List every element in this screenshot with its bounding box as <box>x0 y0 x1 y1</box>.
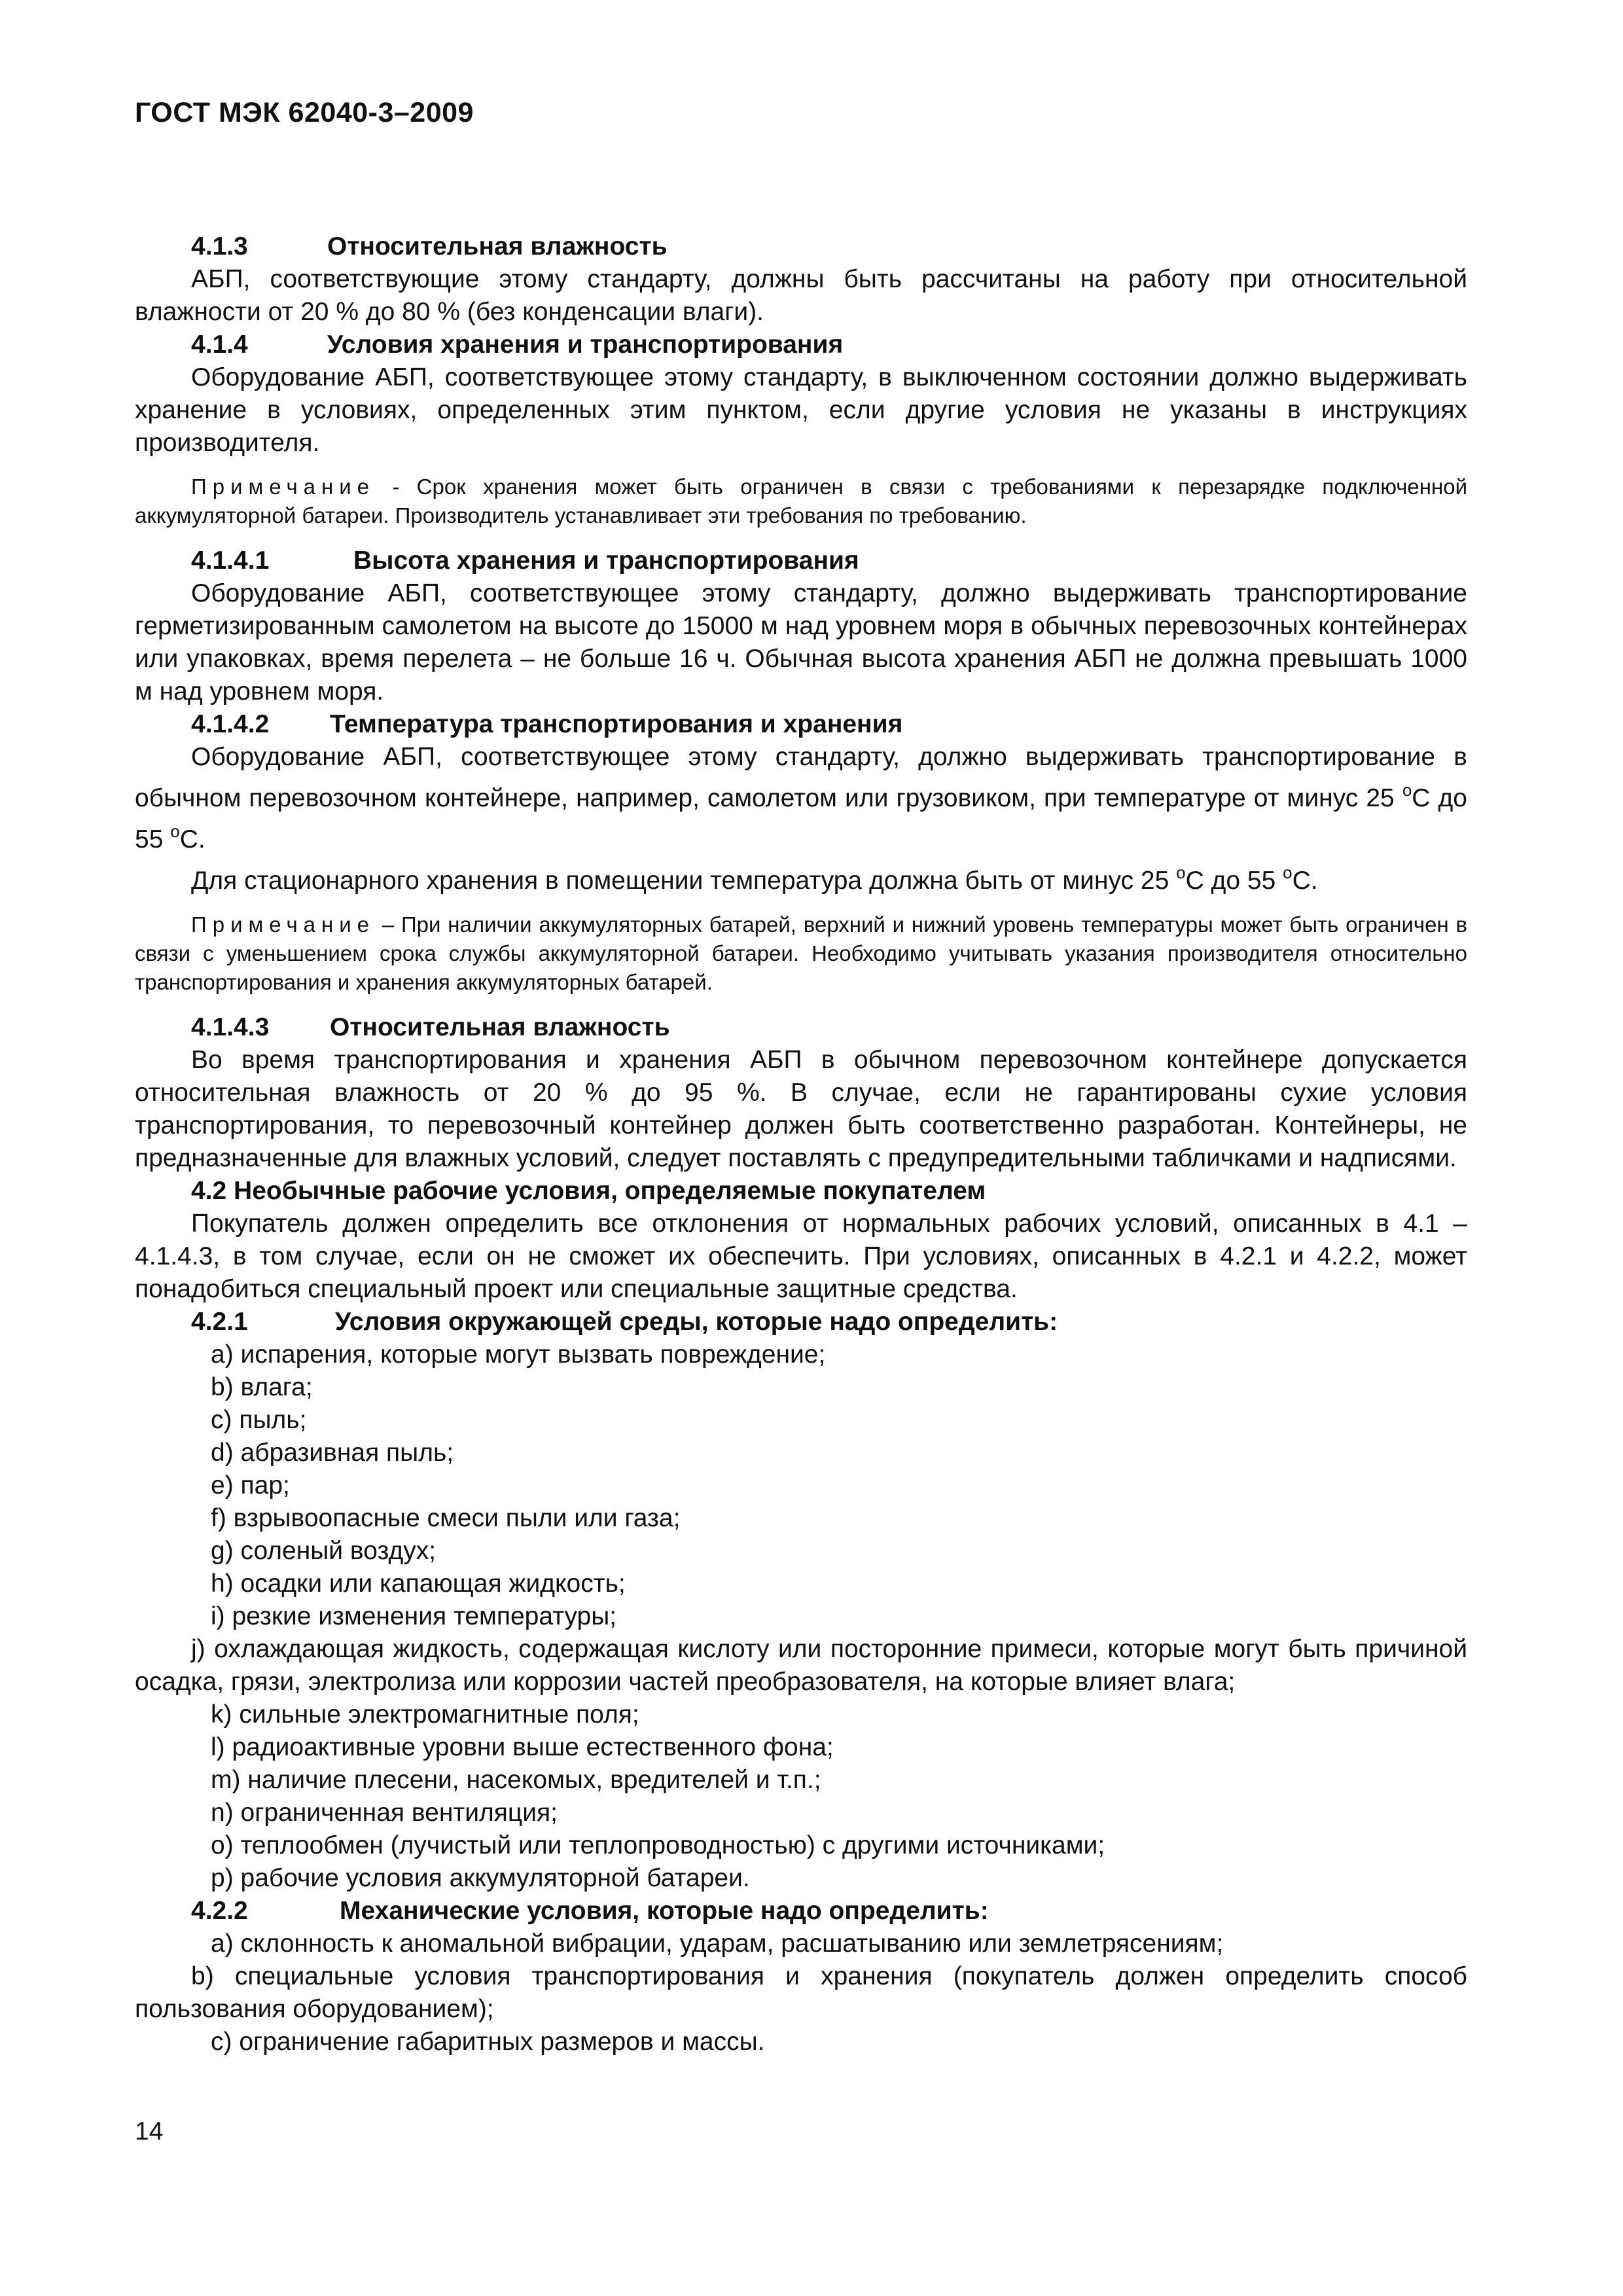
section-4-1-4-text: Оборудование АБП, соответствующее этому стандарту, в выключенном состоянии должно выдерживать хранение в условиях, определенных этим пунктом, если другие условия не указаны в инструкциях производителя. <box>135 363 1467 457</box>
text-part: С до 55 <box>135 784 1467 853</box>
list-item: c) пыль; <box>211 1406 307 1434</box>
section-4-1-3-heading <box>135 230 1467 263</box>
note-text: – При наличии аккумуляторных батарей, верхний и нижний уровень температуры может быть ограничен в связи с уменьшением срока службы аккумуляторной батареи. Необходимо учитывать указания производителя относительно транспортирования и хранения аккумуляторных батарей. <box>135 912 1467 994</box>
list-item: e) пар; <box>211 1471 290 1499</box>
section-4-1-4-3-text: Во время транспортирования и хранения АБП в обычном перевозочном контейнере допускается относительная влажность от 20 % до 95 %. В случае, если не гарантированы сухие условия транспортирования, то перевозочный контейнер должен быть соответственно разработан. Контейнеры, не предназначенные для влажных условий, следует поставлять с предупредительными табличками и надписями. <box>135 1046 1467 1172</box>
section-number: 4.2.2 <box>191 1897 248 1925</box>
section-title: Относительная влажность <box>330 1013 670 1041</box>
list-item: n) ограниченная вентиляция; <box>211 1799 558 1827</box>
section-4-1-4-2-heading <box>135 708 1467 741</box>
text-part: С. <box>1292 867 1318 895</box>
section-4-1-4-heading <box>135 329 1467 361</box>
list-item: o) теплообмен (лучистый или теплопроводностью) с другими источниками; <box>211 1831 1105 1859</box>
text-part: Для стационарного хранения в помещении температура должна быть от минус 25 <box>191 867 1169 895</box>
section-title: Относительная влажность <box>327 232 668 260</box>
list-item: h) осадки или капающая жидкость; <box>211 1570 626 1598</box>
list-item: p) рабочие условия аккумуляторной батареи. <box>211 1864 750 1892</box>
list-item: m) наличие плесени, насекомых, вредителей и т.п.; <box>211 1766 821 1794</box>
note-1 <box>135 473 1467 530</box>
section-number: 4.2.1 <box>191 1308 248 1336</box>
document-body <box>135 230 1467 2058</box>
degree-sign: o <box>1402 780 1412 800</box>
list-item: a) склонность к аномальной вибрации, ударам, расшатыванию или землетрясениям; <box>211 1929 1224 1958</box>
list-item: k) сильные электромагнитные поля; <box>211 1700 639 1729</box>
section-title: Высота хранения и транспортирования <box>353 547 859 575</box>
list-item: c) ограничение габаритных размеров и массы. <box>211 2028 765 2056</box>
degree-sign: o <box>170 821 180 841</box>
list-item: g) соленый воздух; <box>211 1537 437 1565</box>
note-text: - Срок хранения может быть ограничен в связи с требованиями к перезарядке подключенной аккумуляторной батареи. Производитель устанавливает эти требования по требованию. <box>135 475 1468 528</box>
list-item: f) взрывоопасные смеси пыли или газа; <box>211 1504 681 1532</box>
section-4-2-1-heading <box>135 1306 1467 1338</box>
section-4-2-heading: 4.2 Необычные рабочие условия, определяемые покупателем <box>191 1177 986 1205</box>
list-item: d) абразивная пыль; <box>211 1439 454 1467</box>
section-4-1-3-text: АБП, соответствующие этому стандарту, должны быть рассчитаны на работу при относительной влажности от 20 % до 80 % (без конденсации влаги). <box>135 265 1467 326</box>
section-title: Механические условия, которые надо определить: <box>340 1897 989 1925</box>
section-number: 4.1.3 <box>191 232 248 260</box>
list-item: j) охлаждающая жидкость, содержащая кислоту или посторонние примеси, которые могут быть причиной осадка, грязи, электролиза или коррозии частей преобразователя, на которые влияет влага; <box>135 1635 1467 1696</box>
degree-sign: o <box>1283 863 1293 882</box>
section-4-1-4-3-heading <box>135 1011 1467 1044</box>
text-part: С до 55 <box>1185 867 1276 895</box>
section-number: 4.1.4 <box>191 331 248 359</box>
section-4-2-2-heading <box>135 1895 1467 1928</box>
section-4-1-4-1-heading <box>135 545 1467 577</box>
document-header: ГОСТ МЭК 62040-3–2009 <box>135 97 474 128</box>
section-number: 4.1.4.2 <box>191 710 270 738</box>
note-label: Примечание <box>191 475 376 499</box>
section-number: 4.1.4.3 <box>191 1013 270 1041</box>
degree-sign: o <box>1176 863 1186 882</box>
list-item: i) резкие изменения температуры; <box>211 1602 617 1630</box>
section-title: Температура транспортирования и хранения <box>330 710 903 738</box>
section-4-2-text: Покупатель должен определить все отклонения от нормальных рабочих условий, описанных в 4.1 – 4.1.4.3, в том случае, если он не сможет их обеспечить. При условиях, описанных в 4.2.1 и 4.2.2, может понадобиться специальный проект или специальные защитные средства. <box>135 1210 1467 1303</box>
note-2 <box>135 910 1467 997</box>
section-title: Условия хранения и транспортирования <box>327 331 844 359</box>
note-label: Примечание <box>191 912 376 937</box>
list-item: b) специальные условия транспортирования и хранения (покупатель должен определить способ пользования оборудованием); <box>135 1962 1467 2023</box>
section-4-1-4-2-text-2 <box>135 856 1467 897</box>
text-part: Оборудование АБП, соответствующее этому стандарту, должно выдерживать транспортирование в обычном перевозочном контейнере, например, самолетом или грузовиком, при температуре от минус 25 <box>135 743 1467 812</box>
section-4-1-4-2-text <box>135 741 1467 856</box>
list-item: b) влага; <box>211 1373 313 1401</box>
page-number: 14 <box>135 2117 164 2145</box>
list-item: l) радиоактивные уровни выше естественного фона; <box>211 1733 834 1761</box>
section-title: Условия окружающей среды, которые надо определить: <box>335 1308 1058 1336</box>
text-part: С. <box>179 825 205 853</box>
list-item: a) испарения, которые могут вызвать повреждение; <box>211 1340 826 1369</box>
section-number: 4.1.4.1 <box>191 547 270 575</box>
section-4-1-4-1-text: Оборудование АБП, соответствующее этому стандарту, должно выдерживать транспортирование герметизированным самолетом на высоте до 15000 м над уровнем моря в обычных перевозочных контейнерах или упаковках, время перелета – не больше 16 ч. Обычная высота хранения АБП не должна превышать 1000 м над уровнем моря. <box>135 579 1467 706</box>
